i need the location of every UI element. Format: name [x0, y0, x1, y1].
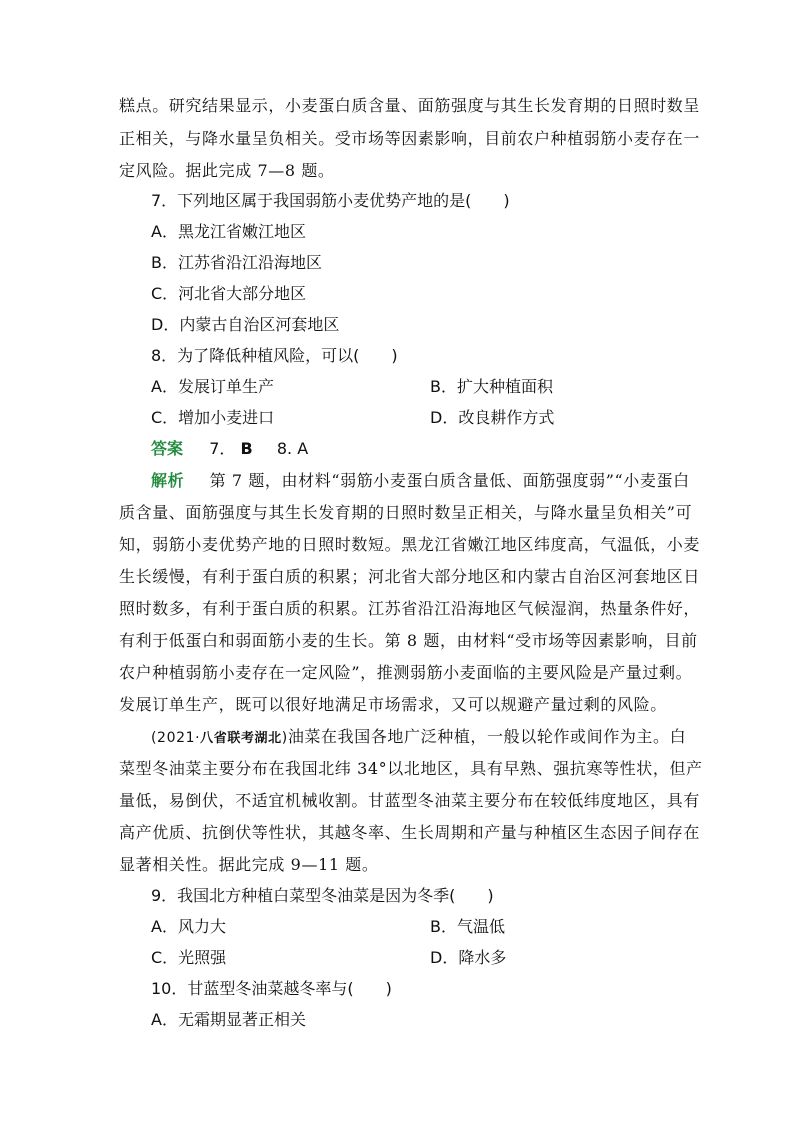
question-8-option-a: A．发展订单生产 — [151, 377, 274, 396]
question-7-option-b: B．江苏省沿江沿海地区 — [151, 253, 322, 272]
question-7-stem: 7．下列地区属于我国弱筋小麦优势产地的是( ) — [151, 191, 510, 210]
answer-line — [151, 439, 308, 459]
analysis-line-3: 知，弱筋小麦优势产地的日照时数短。黑龙江省嫩江地区纬度高，气温低，小麦 — [119, 535, 701, 554]
passage-2-line-2: 菜型冬油菜主要分布在我国北纬 34°以北地区，具有早熟、强抗寒等性状，但产 — [119, 759, 703, 778]
question-9-option-b: B．气温低 — [430, 917, 505, 936]
question-8-option-c: C．增加小麦进口 — [151, 408, 275, 427]
source-close: ) — [281, 730, 288, 746]
analysis-line-7: 农户种植弱筋小麦存在一定风险”，推测弱筋小麦面临的主要风险是产量过剩。 — [119, 663, 693, 682]
analysis-label: 解析 — [151, 471, 185, 490]
answer-7-number: 7． — [209, 439, 236, 458]
passage-2-line-5: 显著相关性。据此完成 9—11 题。 — [119, 855, 379, 874]
question-8-stem: 8．为了降低种植风险，可以( ) — [151, 346, 398, 365]
question-8-option-d: D．改良耕作方式 — [430, 408, 555, 427]
answer-8-number: 8. — [276, 439, 293, 458]
analysis-first-line: 第 7 题，由材料“弱筋小麦蛋白质含量低、面筋强度弱”“小麦蛋白 — [209, 471, 690, 490]
passage-1-line-1: 糕点。研究结果显示，小麦蛋白质含量、面筋强度与其生长发育期的日照时数呈 — [119, 96, 701, 115]
answer-8-value: A — [297, 439, 309, 458]
passage-1-line-2: 正相关，与降水量呈负相关。受市场等因素影响，目前农户种植弱筋小麦存在一 — [119, 129, 701, 148]
source-open: (2021· — [151, 730, 201, 746]
answer-label: 答案 — [151, 439, 184, 458]
question-7-option-c: C．河北省大部分地区 — [151, 284, 307, 303]
analysis-line-2: 质含量、面筋强度与其生长发育期的日照时数呈正相关，与降水量呈负相关”可 — [119, 503, 693, 522]
question-9-option-a: A．风力大 — [151, 917, 226, 936]
answer-7-value: B — [240, 439, 253, 458]
question-9-stem: 9．我国北方种植白菜型冬油菜是因为冬季( ) — [151, 886, 494, 905]
question-7-option-a: A．黑龙江省嫩江地区 — [151, 222, 306, 241]
passage-2-first-line: 油菜在我国各地广泛种植，一般以轮作或间作为主。白 — [287, 727, 687, 746]
analysis-line-6: 有利于低蛋白和弱面筋小麦的生长。第 8 题，由材料“受市场等因素影响，目前 — [119, 631, 698, 650]
analysis-line-5: 照时数多，有利于蛋白质的积累。江苏省沿江沿海地区气候湿润，热量条件好， — [119, 599, 701, 618]
question-9-option-c: C．光照强 — [151, 948, 227, 967]
analysis-line-1 — [151, 471, 690, 491]
passage-2-line-1 — [151, 727, 686, 749]
question-9-option-d: D．降水多 — [430, 948, 507, 967]
analysis-line-8: 发展订单生产，既可以很好地满足市场需求，又可以规避产量过剩的风险。 — [119, 695, 667, 714]
passage-2-line-4: 高产优质、抗倒伏等性状，其越冬率、生长周期和产量与种植区生态因子间存在 — [119, 823, 701, 842]
question-8-option-b: B．扩大种植面积 — [430, 377, 553, 396]
passage-1-line-3: 定风险。据此完成 7—8 题。 — [119, 161, 335, 180]
analysis-line-4: 生长缓慢，有利于蛋白质的积累；河北省大部分地区和内蒙古自治区河套地区日 — [119, 567, 701, 586]
question-10-option-a: A．无霜期显著正相关 — [151, 1010, 306, 1029]
question-10-stem: 10．甘蓝型冬油菜越冬率与( ) — [151, 979, 392, 998]
passage-2-line-3: 量低，易倒伏，不适宜机械收割。甘蓝型冬油菜主要分布在较低纬度地区，具有 — [119, 791, 701, 810]
question-7-option-d: D．内蒙古自治区河套地区 — [151, 315, 340, 334]
source-name: 八省联考湖北 — [200, 731, 282, 746]
